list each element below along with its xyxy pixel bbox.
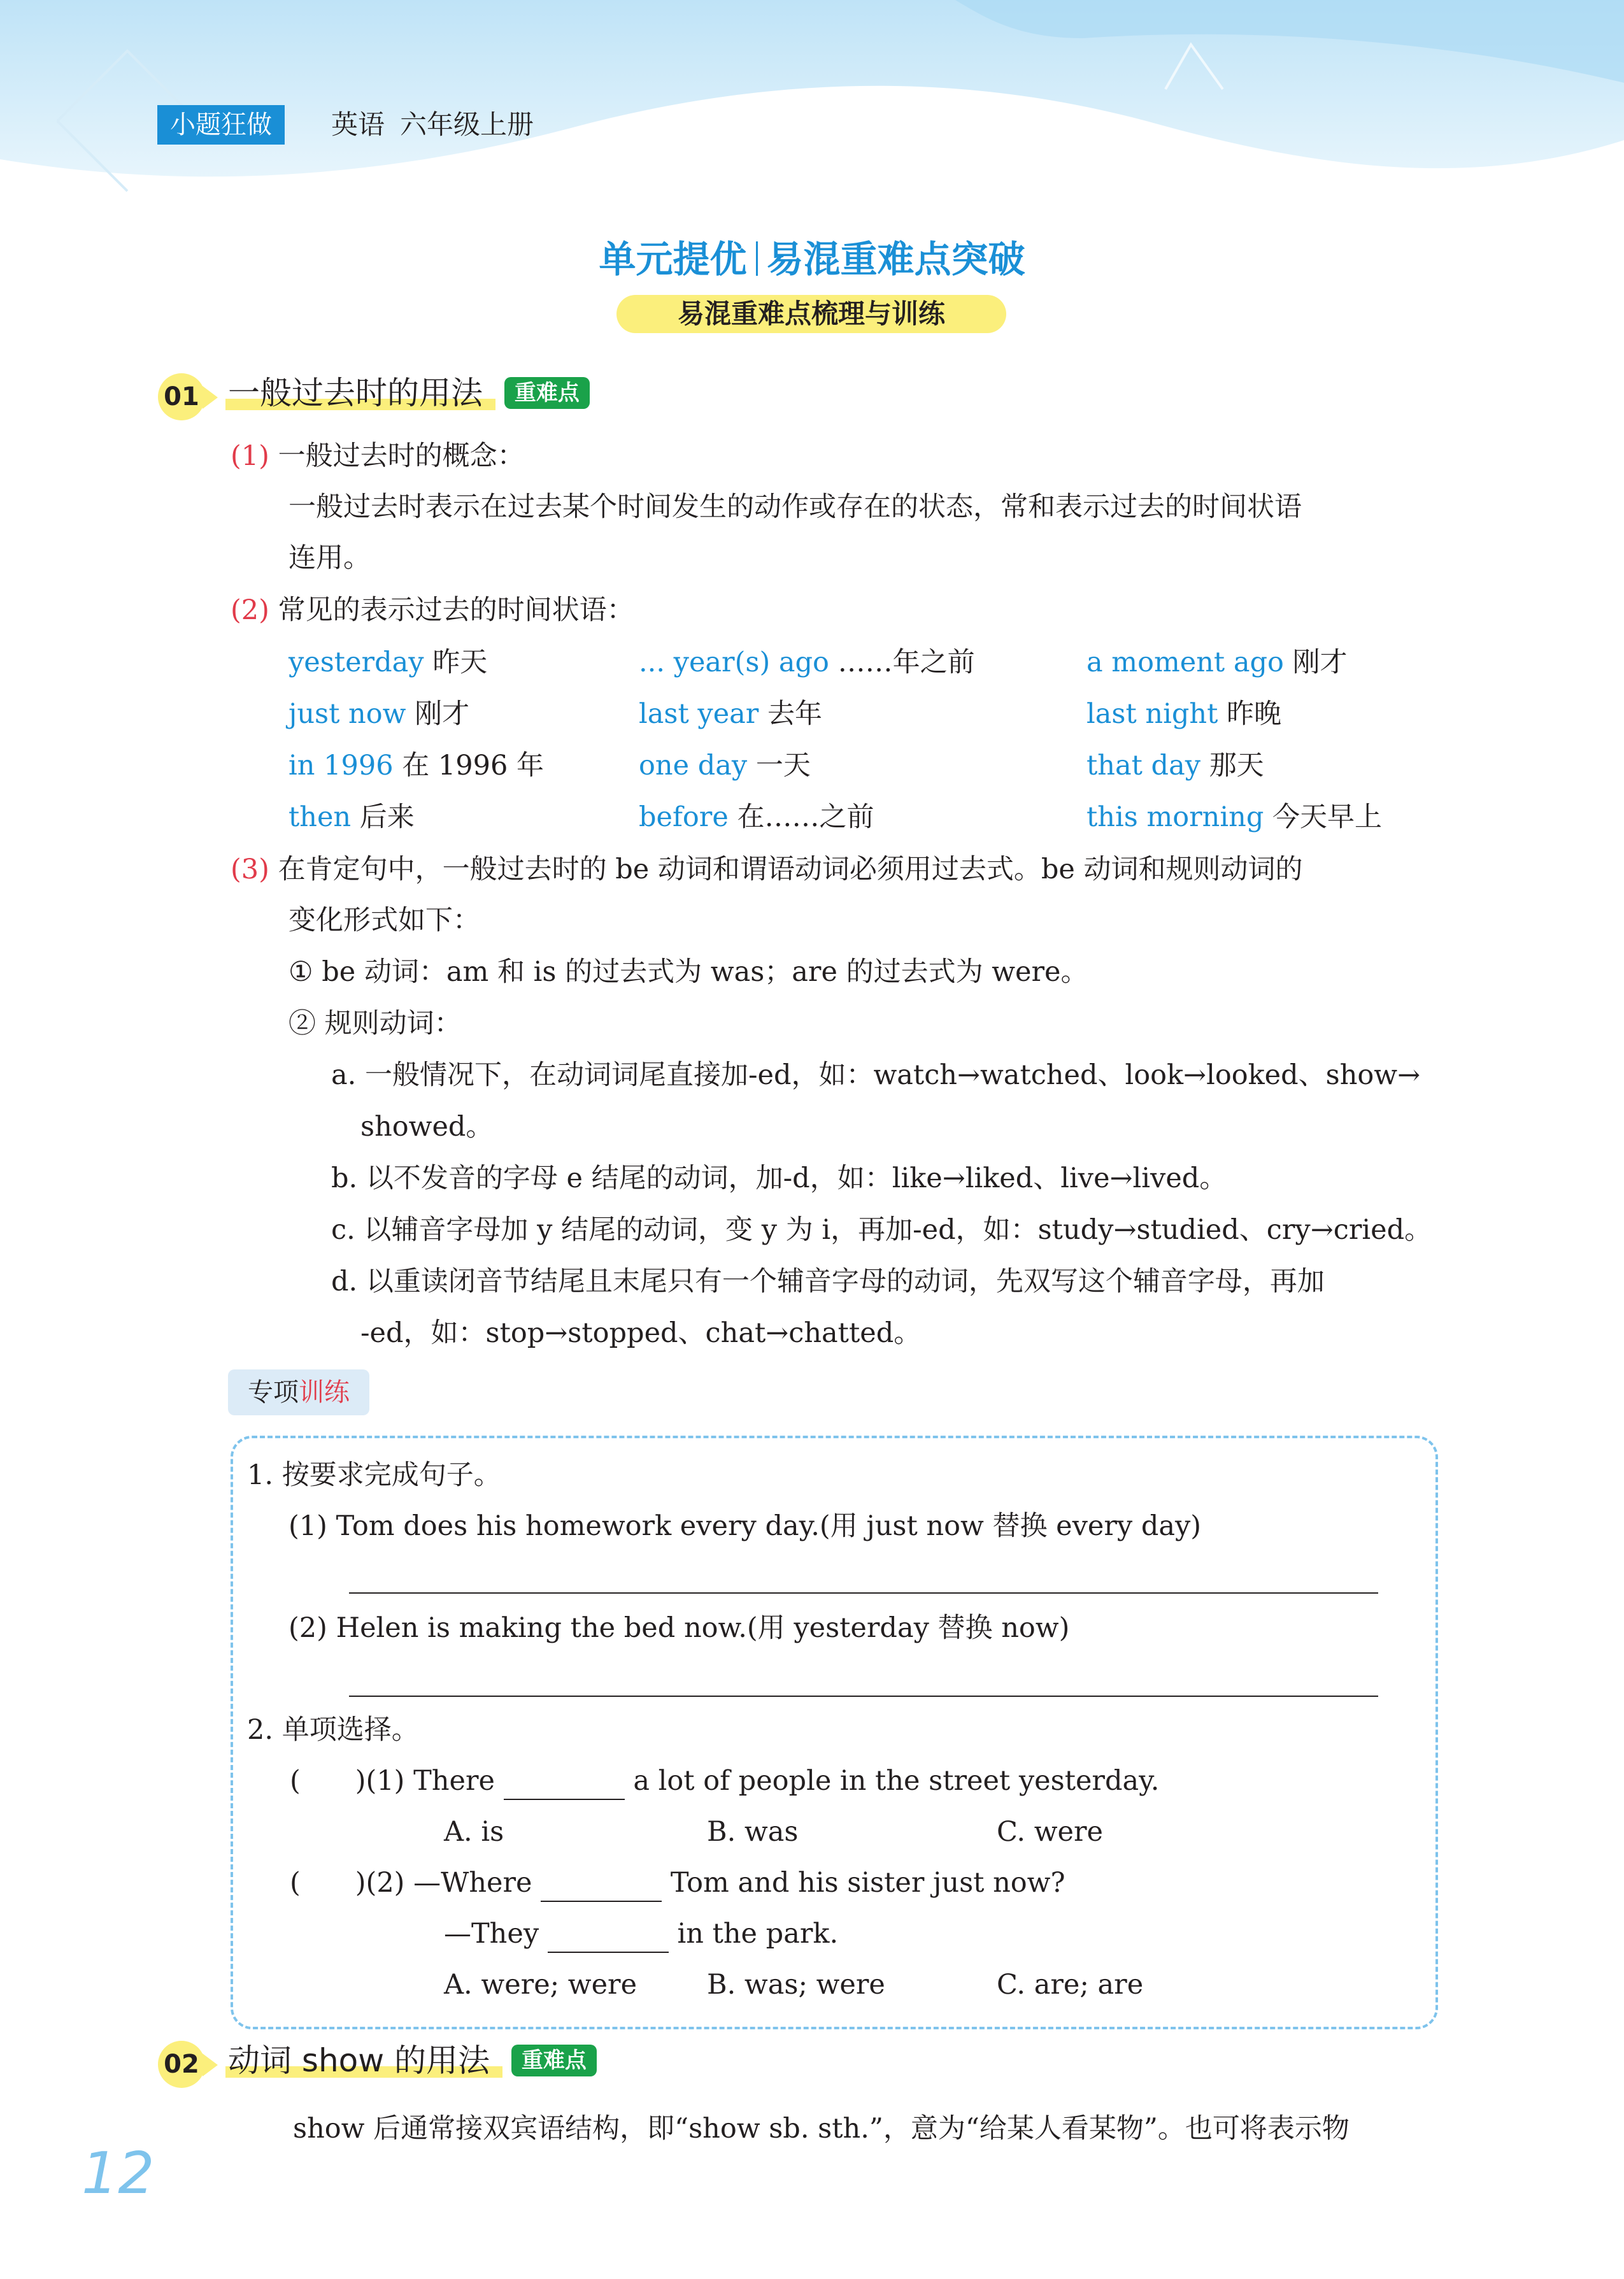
point-1-body-line1: 一般过去时表示在过去某个时间发生的动作或存在的状态，常和表示过去的时间状语 (288, 491, 1302, 523)
adverbial-item: last night 昨晚 (1086, 698, 1282, 730)
rule-be-verb: ① be 动词：am 和 is 的过去式为 was；are 的过去式为 were。 (288, 956, 1088, 988)
adverbial-item: last year 去年 (639, 698, 823, 730)
brand-label: 小题狂做 (157, 105, 285, 145)
adverbial-item: before 在……之前 (639, 801, 874, 833)
answer-line[interactable] (349, 1592, 1378, 1594)
rule-b: b. 以不发音的字母 e 结尾的动词，加-d，如：like→liked、live→lived。 (331, 1162, 1227, 1194)
rule-regular-verb: ② 规则动词： (288, 1008, 462, 1039)
grade-label: 六年级上册 (400, 109, 534, 140)
rule-a-line2: showed。 (360, 1111, 494, 1143)
adverbial-item: that day 那天 (1086, 750, 1264, 782)
point-label: (3) (231, 854, 269, 885)
difficulty-badge: 重难点 (504, 377, 590, 409)
page-number: 12 (82, 2140, 155, 2207)
unit-title (0, 229, 1624, 283)
question-text: Tom and his sister just now? (670, 1867, 1065, 1899)
training-label-a: 专项 (248, 1378, 299, 1407)
subtitle-pill: 易混重难点梳理与训练 (616, 295, 1006, 333)
training-label-b: 训练 (299, 1378, 350, 1407)
adverbial-item: yesterday 昨天 (288, 647, 488, 678)
rule-d-line1: d. 以重读闭音节结尾且末尾只有一个辅音字母的动词，先双写这个辅音字母，再加 (331, 1266, 1325, 1297)
point-3-line2: 变化形式如下： (288, 904, 480, 936)
section-title (228, 371, 590, 415)
option-b[interactable]: B. was (707, 1816, 799, 1848)
title-divider (756, 241, 758, 276)
answer-paren[interactable]: ( )(1) (290, 1765, 405, 1797)
option-c[interactable]: C. are; are (997, 1969, 1144, 2001)
question-1-1: (1) Tom does his homework every day.(用 just now 替换 every day) (288, 1510, 1202, 1542)
question-1: 1. 按要求完成句子。 (247, 1459, 501, 1491)
question-text: There (413, 1765, 495, 1797)
question-2-2 (290, 1864, 1065, 1902)
question-text: —They (444, 1918, 539, 1950)
question-text: a lot of people in the street yesterday. (633, 1765, 1160, 1797)
rule-d-line2: -ed，如：stop→stopped、chat→chatted。 (360, 1317, 922, 1349)
point-text: 在肯定句中，一般过去时的 be 动词和谓语动词必须用过去式。be 动词和规则动词的 (278, 854, 1303, 885)
option-b[interactable]: B. was; were (707, 1969, 885, 2001)
option-a[interactable]: A. is (444, 1816, 504, 1848)
rule-a-line1: a. 一般情况下，在动词词尾直接加-ed，如：watch→watched、look→looked、show→ (331, 1059, 1421, 1091)
fill-blank[interactable] (548, 1920, 669, 1953)
question-2: 2. 单项选择。 (247, 1714, 419, 1746)
section-arrow-icon (203, 2054, 218, 2076)
adverbial-item: in 1996 在 1996 年 (288, 750, 544, 782)
adverbial-item: just now 刚才 (288, 698, 470, 730)
section-title-text: 动词 show 的用法 (228, 2042, 490, 2079)
question-text: in the park. (677, 1918, 839, 1950)
rule-c: c. 以辅音字母加 y 结尾的动词，变 y 为 i，再加-ed，如：study→studied、cry→cried。 (331, 1214, 1432, 1246)
adverbial-item: this morning 今天早上 (1086, 801, 1383, 833)
difficulty-badge: 重难点 (511, 2045, 597, 2076)
question-2-2-reply (444, 1915, 838, 1953)
point-1 (231, 437, 525, 475)
point-3 (231, 850, 1303, 889)
point-label: (1) (231, 440, 269, 472)
training-label (228, 1369, 369, 1415)
option-a[interactable]: A. were; were (444, 1969, 637, 2001)
header-wave-banner (0, 0, 1624, 204)
fill-blank[interactable] (504, 1767, 625, 1800)
book-info (331, 105, 549, 145)
adverbial-item: one day 一天 (639, 750, 811, 782)
section-title (228, 2038, 597, 2083)
subject-label: 英语 (331, 109, 385, 140)
answer-paren[interactable]: ( )(2) (290, 1867, 405, 1899)
adverbial-item: a moment ago 刚才 (1086, 647, 1348, 678)
fill-blank[interactable] (541, 1869, 662, 1902)
section-title-text: 一般过去时的用法 (228, 375, 483, 411)
point-label: (2) (231, 594, 269, 626)
point-1-body-line2: 连用。 (288, 542, 371, 574)
section-arrow-icon (203, 386, 218, 409)
point-2 (231, 591, 634, 629)
adverbial-item: ... year(s) ago ……年之前 (639, 647, 975, 678)
unit-title-right: 易混重难点突破 (766, 238, 1025, 281)
point-text: 一般过去时的概念： (278, 440, 525, 472)
question-2-1 (290, 1762, 1159, 1800)
question-text: —Where (413, 1867, 532, 1899)
section-number: 01 (158, 373, 205, 420)
section-02-body: show 后通常接双宾语结构，即“show sb. sth.”，意为“给某人看某物”。也可将表示物 (293, 2113, 1350, 2145)
unit-title-left: 单元提优 (599, 238, 747, 281)
option-c[interactable]: C. were (997, 1816, 1103, 1848)
question-1-2: (2) Helen is making the bed now.(用 yesterday 替换 now) (288, 1612, 1070, 1644)
point-text: 常见的表示过去的时间状语： (278, 594, 634, 626)
adverbial-item: then 后来 (288, 801, 415, 833)
answer-line[interactable] (349, 1696, 1378, 1697)
section-number: 02 (158, 2041, 205, 2088)
